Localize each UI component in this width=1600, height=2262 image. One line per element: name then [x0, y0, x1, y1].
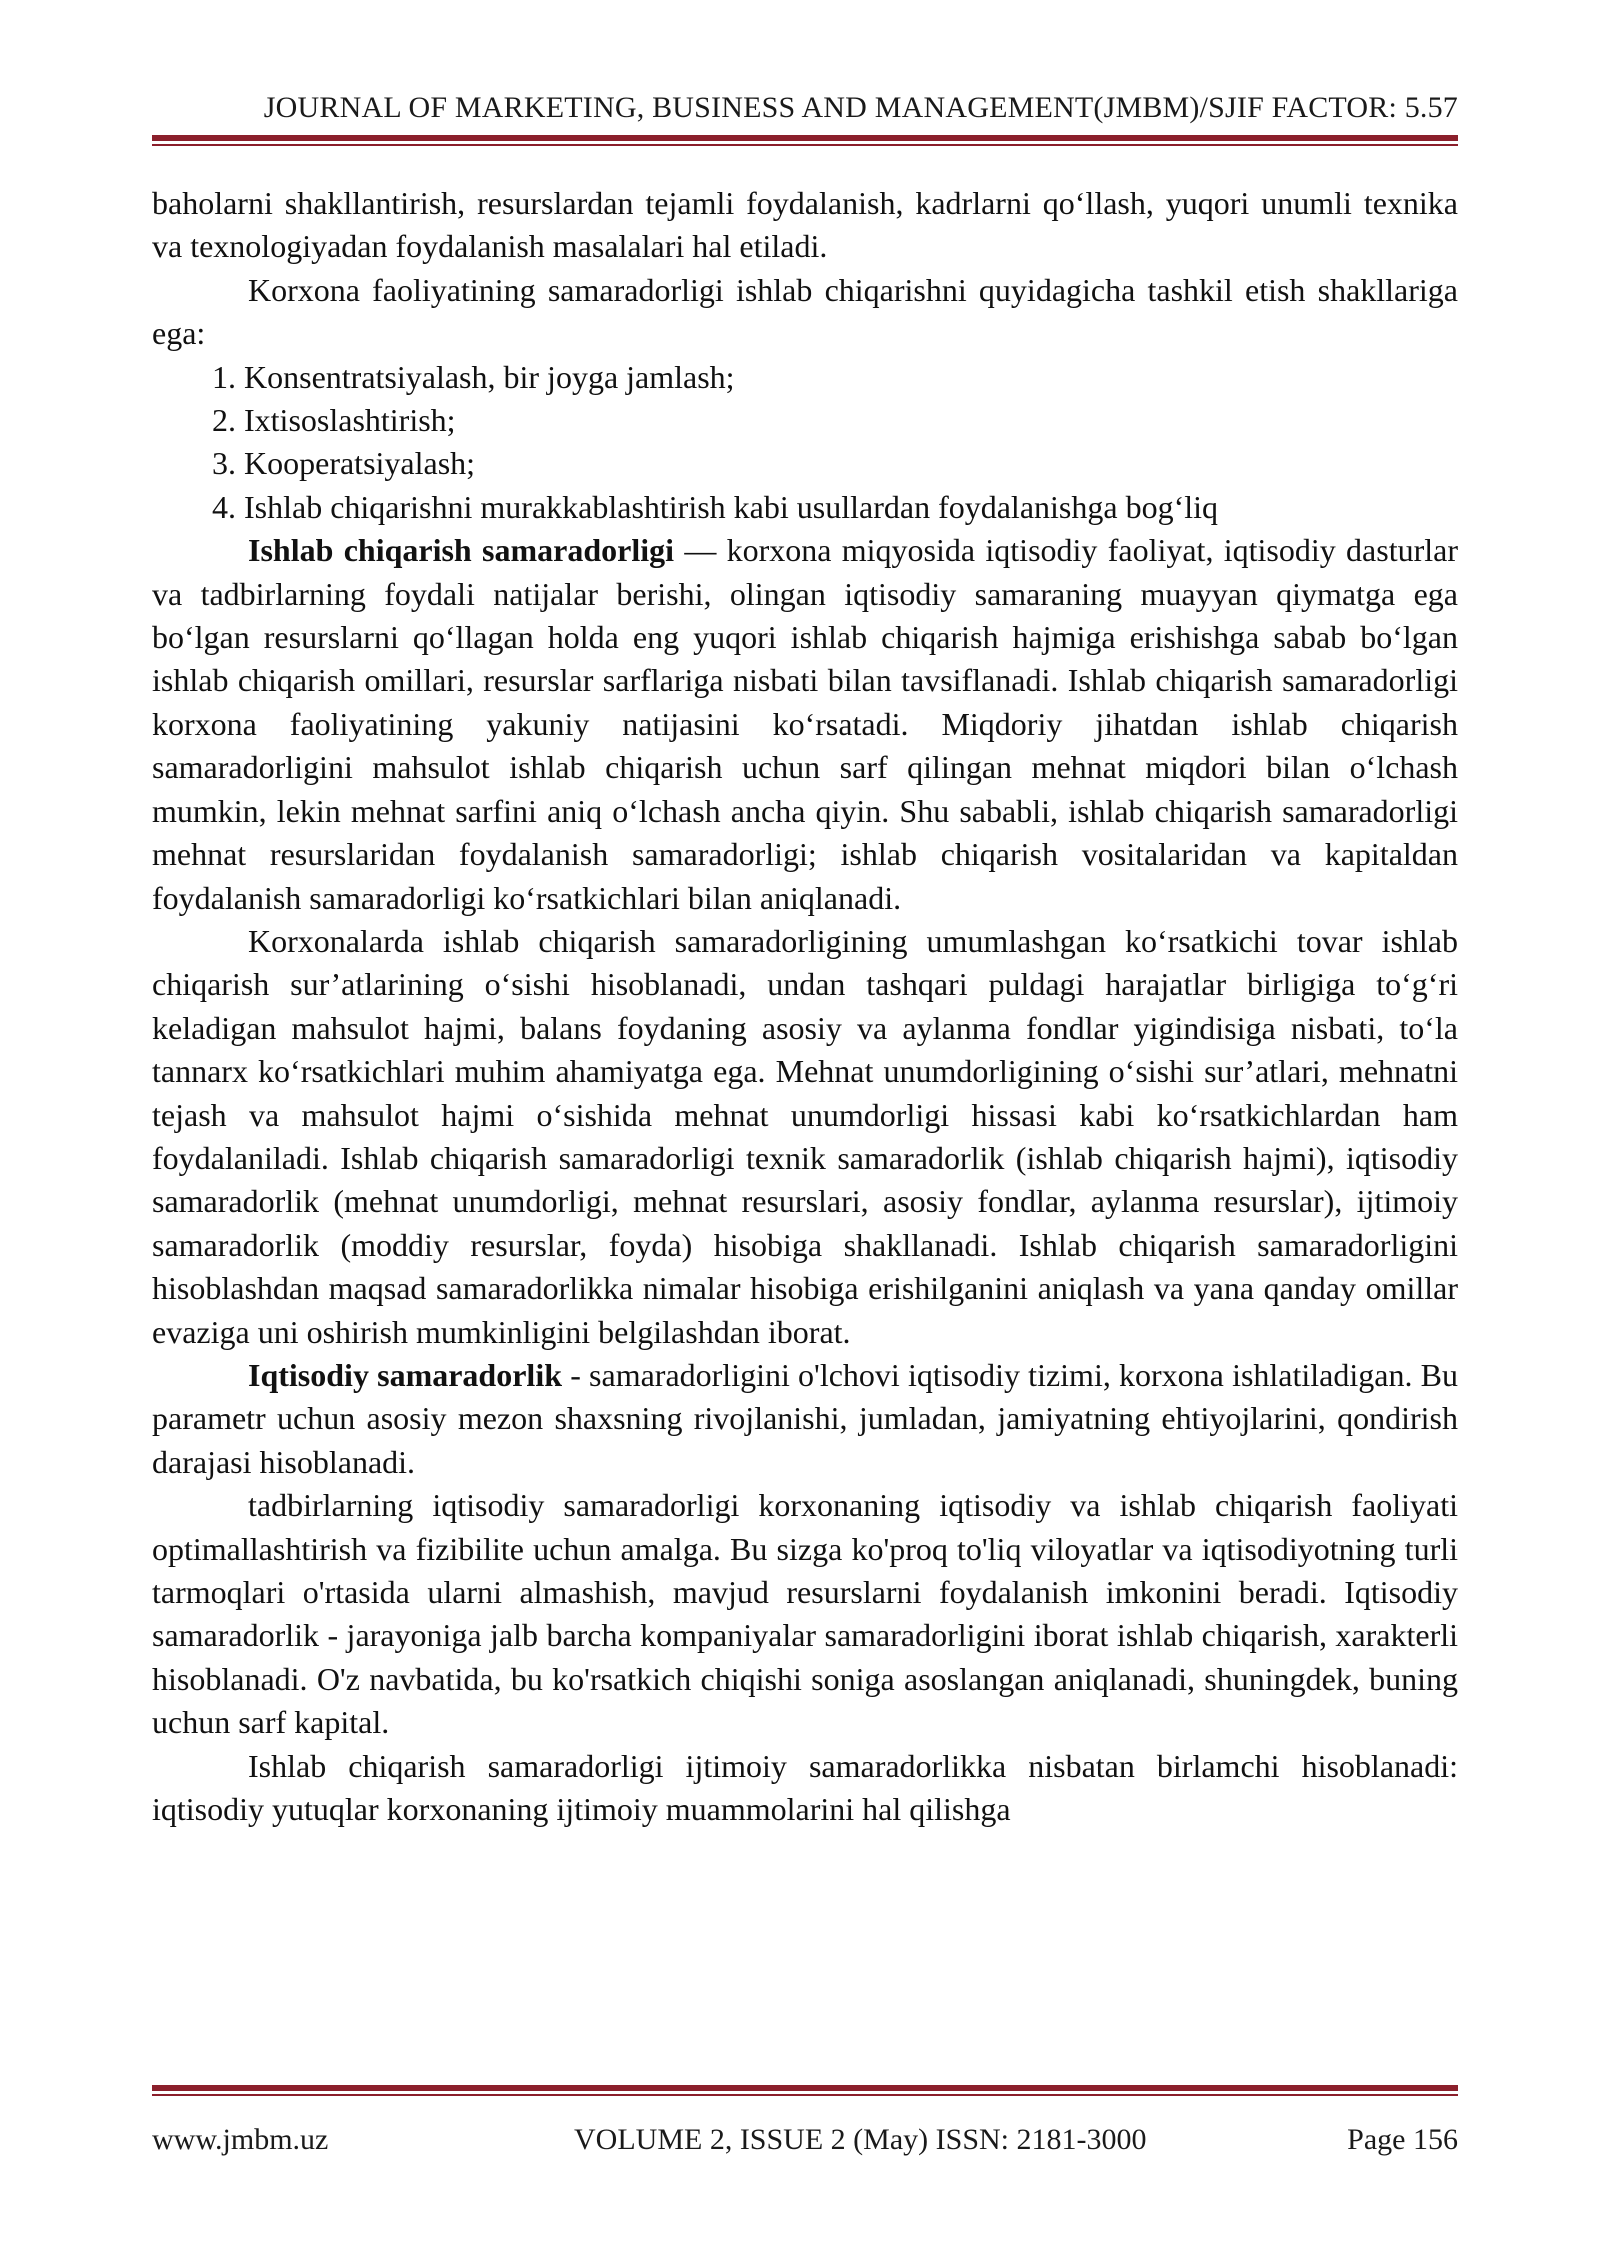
paragraph-indicators: Korxonalarda ishlab chiqarish samaradorligining umumlashgan ko‘rsatkichi tovar ishlab chiqarish sur’atlarining o‘sishi hisoblanadi, undan tashqari puldagi harajatlar birligiga to‘g‘ri keladigan mahsulot hajmi, balans foydaning asosiy va aylanma fondlar yigindisiga nisbati, to‘la tannarx ko‘rsatkichlari muhim ahamiyatga ega. Mehnat unumdorligining o‘sishi sur’atlari, mehnatni tejash va mahsulot hajmi o‘sishida mehnat unumdorligi hissasi kabi ko‘rsatkichlardan ham foydalaniladi. Ishlab chiqarish samaradorligi texnik samaradorlik (ishlab chiqarish hajmi), iqtisodiy samaradorlik (mehnat unumdorligi, mehnat resurslari, asosiy fondlar, aylanma resurslar), ijtimoiy samaradorlik (moddiy resurslar, foyda) hisobiga shakllanadi. Ishlab chiqarish samaradorligini hisoblashdan maqsad samaradorlikka nimalar hisobiga erishilganini aniqlash va yana qanday omillar evaziga uni oshirish mumkinligini belgilashdan iborat. — [152, 922, 1458, 1350]
list-item — [152, 356, 1458, 399]
paragraph-measures: tadbirlarning iqtisodiy samaradorligi korxonaning iqtisodiy va ishlab chiqarish faoliyati optimallashtirish va fizibilite uchun amalga. Bu sizga ko'proq to'liq viloyatlar va iqtisodiyotning turli tarmoqlari o'rtasida ularni almashish, mavjud resurslarni foydalanish imkonini beradi. Iqtisodiy samaradorlik - jarayoniga jalb barcha kompaniyalar samaradorligini iborat ishlab chiqarish, xarakterli hisoblanadi. O'z navbatida, bu ko'rsatkich chiqishi soniga asoslangan aniqlanadi, shuningdek, buning uchun sarf kapital. — [152, 1487, 1458, 1741]
paragraph-production-efficiency — [152, 529, 1458, 920]
article-body — [152, 182, 1458, 1831]
page-footer — [152, 2122, 1458, 2162]
footer-volume-issue: VOLUME 2, ISSUE 2 (May) ISSN: 2181-3000 — [574, 2123, 1147, 2156]
list-item-text: Ishlab chiqarishni murakkablashtirish kabi usullardan foydalanishga bog‘liq — [244, 488, 1218, 525]
paragraph-text: - samaradorligini o'lchovi iqtisodiy tizimi, korxona ishlatiladigan. Bu parametr uchun asosiy mezon shaxsning rivojlanishi, jumladan, jamiyatning ehtiyojlarini, qondirish darajasi hisoblanadi. — [152, 1356, 1459, 1480]
list-item-text: Kooperatsiyalash; — [244, 445, 476, 482]
footer-rule-thick — [152, 2085, 1458, 2091]
term-economic-efficiency: Iqtisodiy samaradorlik — [248, 1356, 563, 1393]
list-item — [152, 442, 1458, 485]
list-item-text: Ixtisoslashtirish; — [244, 402, 456, 439]
header-rule — [152, 135, 1458, 146]
list-item-number: 3. — [212, 445, 236, 482]
list-item — [152, 399, 1458, 442]
paragraph-continuation: baholarni shakllantirish, resurslardan tejamli foydalanish, kadrlarni qo‘llash, yuqori unumli texnika va texnologiyadan foydalanish masalalari hal etiladi. — [152, 185, 1458, 265]
footer-page-number: Page 156 — [1347, 2123, 1458, 2156]
journal-header: JOURNAL OF MARKETING, BUSINESS AND MANAGEMENT(JMBM)/SJIF FACTOR: 5.57 — [263, 91, 1458, 124]
footer-rule — [152, 2085, 1458, 2096]
paragraph-social-efficiency: Ishlab chiqarish samaradorligi ijtimoiy samaradorlikka nisbatan birlamchi hisoblanadi: iqtisodiy yutuqlar korxonaning ijtimoiy muammolarini hal qilishga — [152, 1747, 1458, 1828]
header-rule-thick — [152, 135, 1458, 141]
paragraph-economic-efficiency — [152, 1354, 1458, 1484]
list-item-text: Konsentratsiyalash, bir joyga jamlash; — [244, 358, 735, 395]
paragraph-text: — korxona miqyosida iqtisodiy faoliyat, iqtisodiy dasturlar va tadbirlarning foydali natijalar berishi, olingan iqtisodiy samaraning muayyan qiymatga ega bo‘lgan resurslarni qo‘llagan holda eng yuqori ishlab chiqarish hajmiga erishishga sabab bo‘lgan ishlab chiqarish omillari, resurslar sarflariga nisbati bilan tavsiflanadi. Ishlab chiqarish samaradorligi korxona faoliyatining yakuniy natijasini ko‘rsatadi. Miqdoriy jihatdan ishlab chiqarish samaradorligini mahsulot ishlab chiqarish uchun sarf qilingan mehnat miqdori bilan o‘lchash mumkin, lekin mehnat sarfini aniq o‘lchash ancha qiyin. Shu sababli, ishlab chiqarish samaradorligi mehnat resurslaridan foydalanish samaradorligi; ishlab chiqarish vositalaridan va kapitaldan foydalanish samaradorligi ko‘rsatkichlari bilan aniqlanadi. — [152, 532, 1459, 916]
list-item — [152, 486, 1458, 529]
paragraph-forms-intro: Korxona faoliyatining samaradorligi ishlab chiqarishni quyidagicha tashkil etish shakllariga ega: — [152, 271, 1458, 352]
footer-website-link[interactable]: www.jmbm.uz — [152, 2123, 329, 2156]
term-production-efficiency: Ishlab chiqarish samaradorligi — [248, 532, 675, 569]
header-rule-thin — [152, 144, 1458, 146]
list-item-number: 2. — [212, 402, 236, 439]
footer-rule-thin — [152, 2094, 1458, 2096]
list-item-number: 4. — [212, 488, 236, 525]
list-item-number: 1. — [212, 358, 236, 395]
